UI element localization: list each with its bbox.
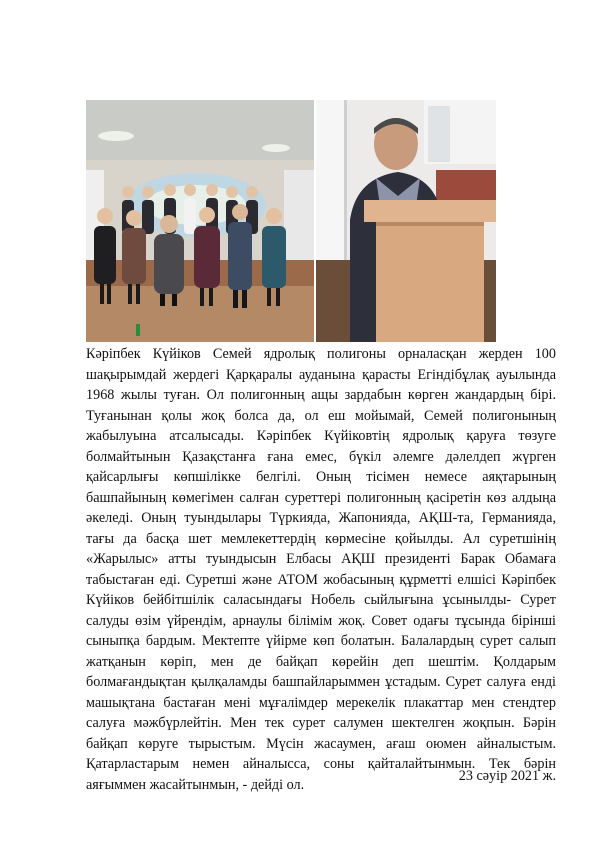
article-date: 23 сәуір 2021 ж. xyxy=(458,768,556,784)
group-photo-illustration xyxy=(86,100,314,342)
group-photo xyxy=(86,100,314,342)
speaker-photo xyxy=(316,100,496,342)
speaker-photo-illustration xyxy=(316,100,496,342)
article-body: Кәріпбек Күйіков Семей ядролық полигоны орналасқан жерден 100 шақырымдай жердегі Қарқаралы ауданына қарасты Егіндібұлақ ауылында 1968 жылы туған. Ол полигонның ащы зардабын көрген жандардың бірі. Туғанынан қолы жоқ болса да, ол еш мойымай, Семей полигонының жабылуына атсалысады. Кәріпбек Күйіковтің ядролық қаруға төзуге болмайтынын Қазақстанға ғана емес, бүкіл әлемге дәлелдеп жүрген қайсарлығы көпшілікке белгілі. Оның тісімен немесе аяқтарының башпайының көмегімен салған суреттері полигонның қасіретін көз алдыңа әкеледі. Оның туындылары Түркияда, Жапонияда, АҚШ-та, Германияда, тағы да басқа шет мемлекеттердің көрмесіне қойылды. Ал суретшінің «Жарылыс» атты туындысын Елбасы АҚШ президенті Барак Обамаға табыстаған еді. Суретші және АТОМ жобасының құрметті елшісі Кәріпбек Күйіков бейбітшілік саласындағы Нобель сыйлығына ұсынылды- Сурет салуды өзім үйрендім, арнаулы білімім жоқ. Совет одағы тұсында бірінші сыныпқа бардым. Мектепте үйірме көп болатын. Балалардың сурет салып жатқанын көріп, мен де байқап көрейін деп шештім. Қолдарым болмағандықтан қылқаламды башпайларыммен ұстадым. Сурет салуға енді машықтана бастаған мені мұғалімдер мерекелік плакаттар мен стендтер салуға мәжбүрлейтін. Мен тек сурет салумен шектелген жоқпын. Бәрін байқап көруге тырыстым. Мүсін жасаумен, ағаш оюмен айналыстым. Қатарластарым немен айналысса, соны қайталайтынмын. Тек бәрін аяғыммен жасайтынмын, - дейді ол. xyxy=(86,346,556,793)
